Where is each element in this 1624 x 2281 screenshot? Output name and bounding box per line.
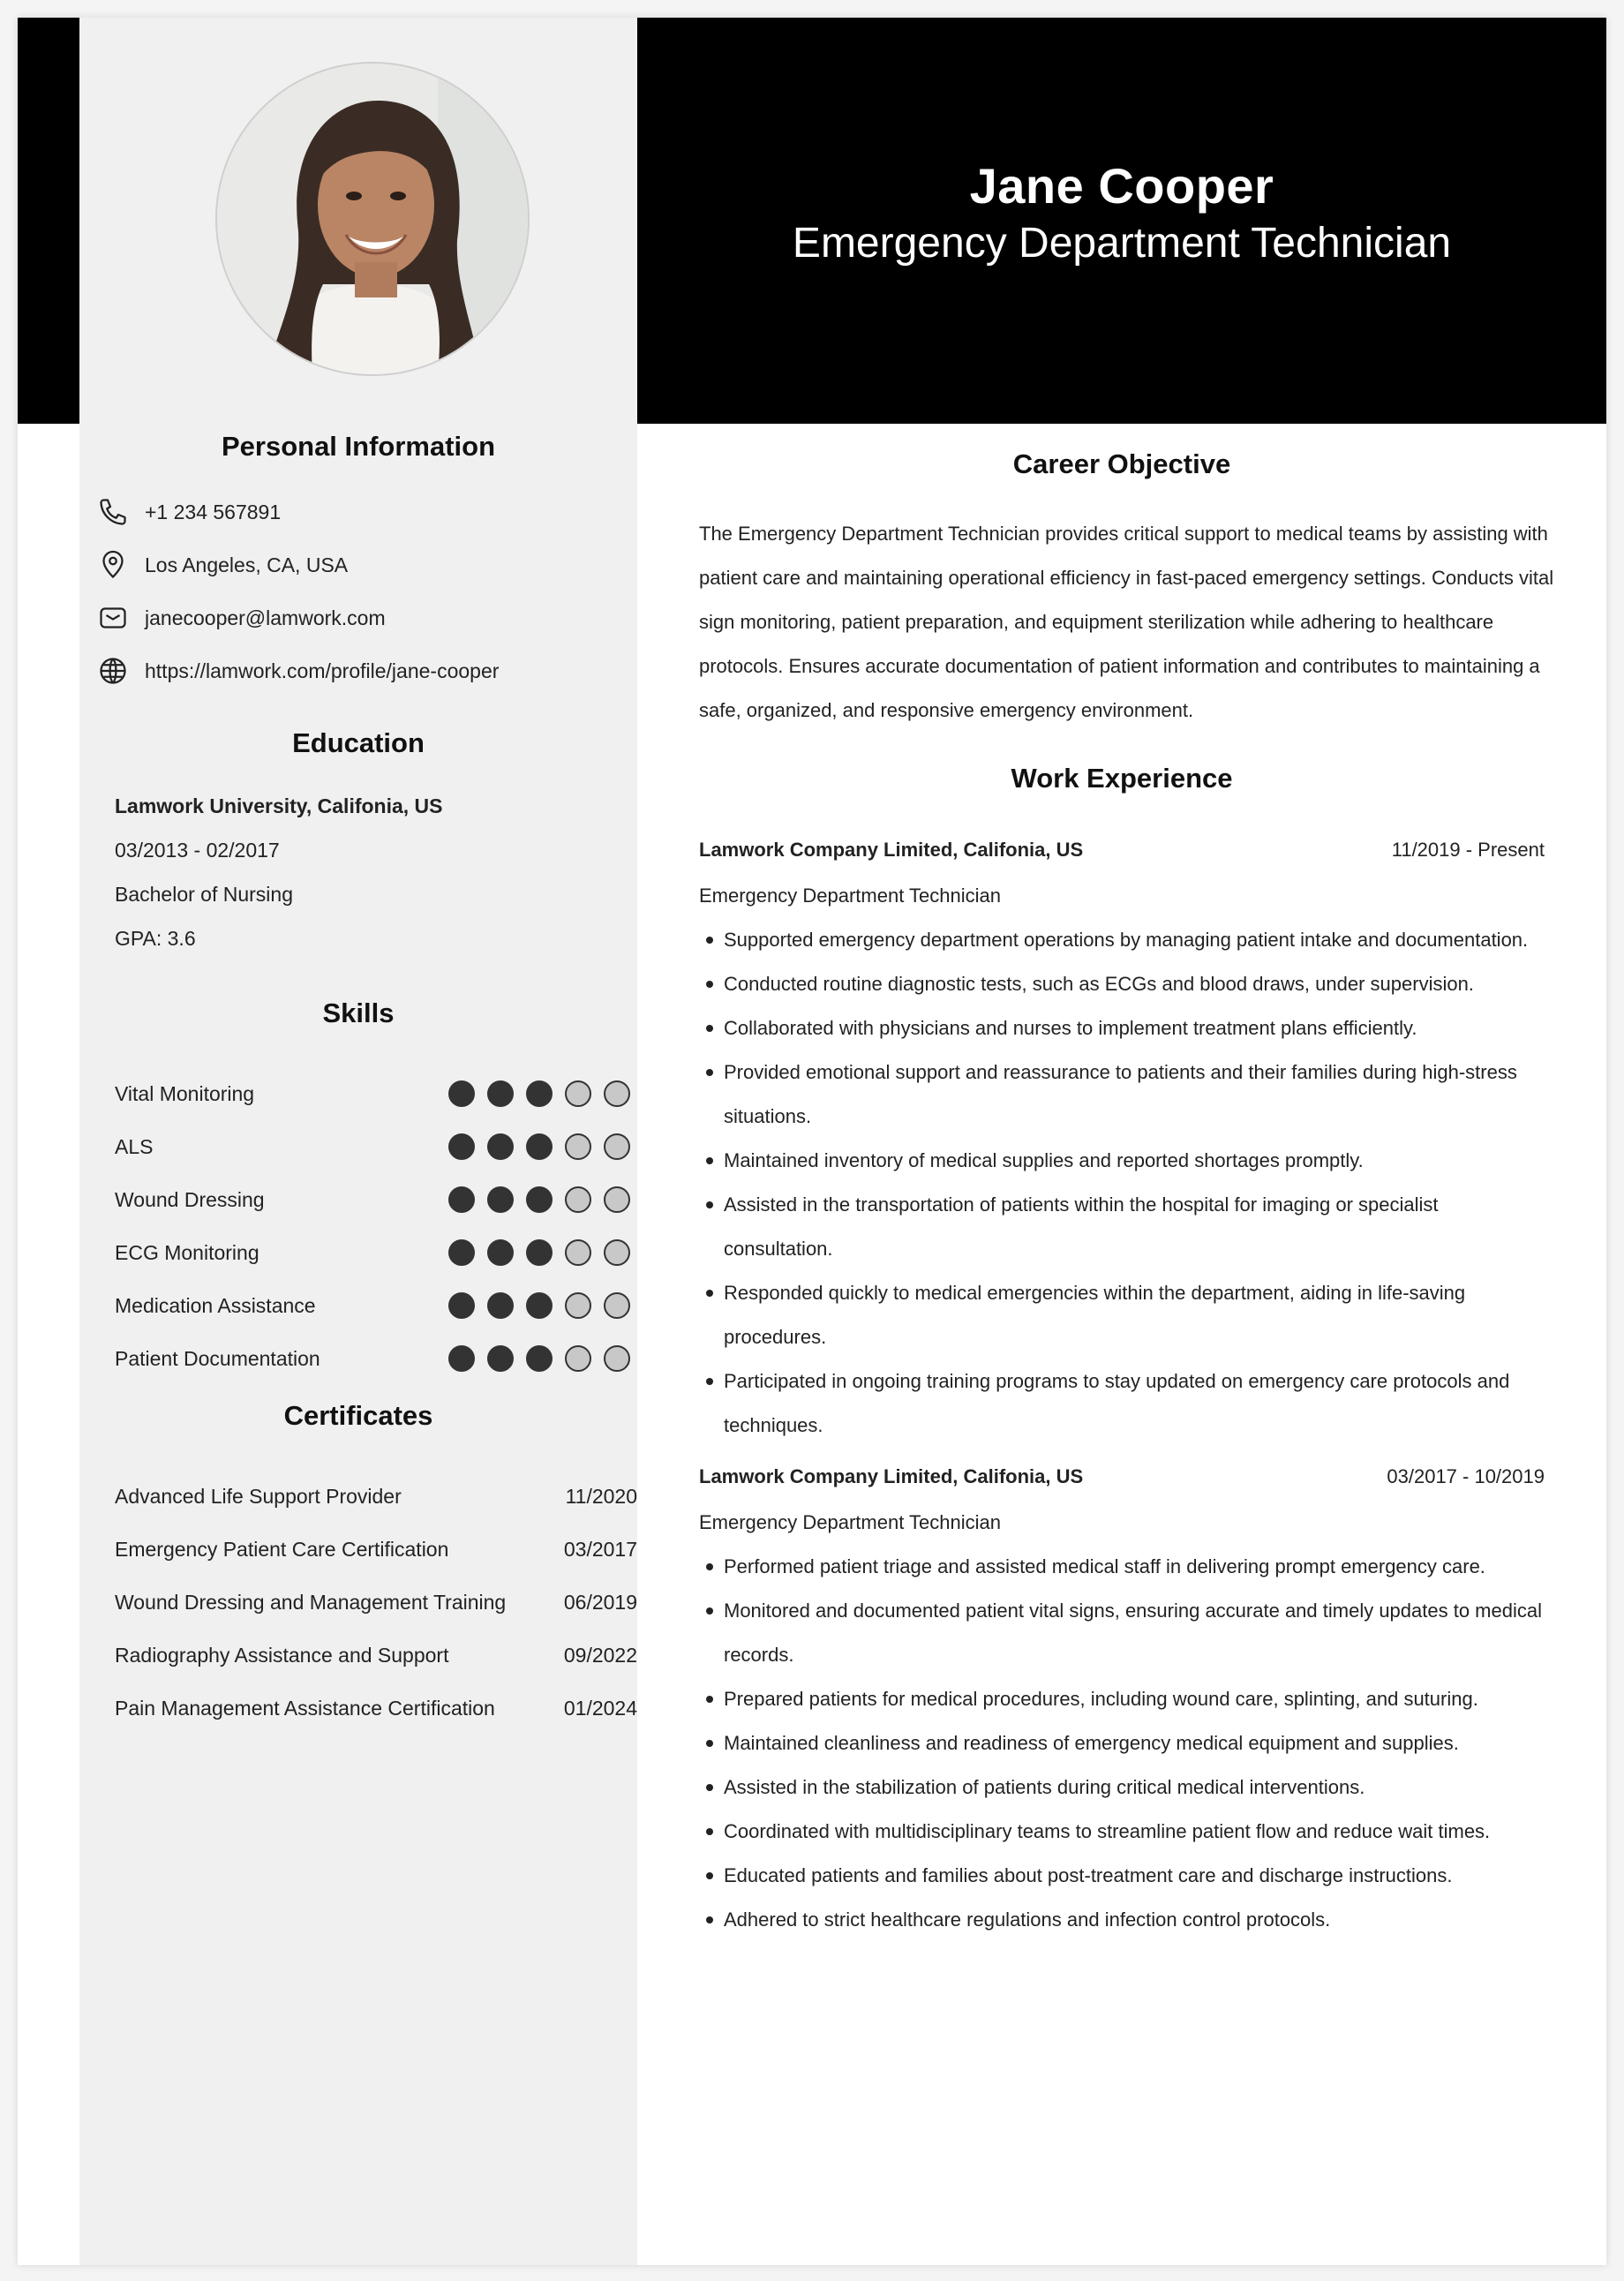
job-company: Lamwork Company Limited, Califonia, US [699,839,1084,861]
job-entry [699,1457,1545,1942]
website-link[interactable]: https://lamwork.com/profile/jane-cooper [145,659,500,682]
mail-icon [95,600,131,636]
job-bullet: Adhered to strict healthcare regulations and infection control protocols. [724,1898,1545,1942]
skill-rating [436,1186,630,1213]
education-degree: Bachelor of Nursing [115,883,293,906]
education-gpa: GPA: 3.6 [115,927,196,950]
job-bullet: Monitored and documented patient vital signs, ensuring accurate and timely updates to medical records. [724,1589,1545,1677]
certificate-name: Wound Dressing and Management Training [115,1591,507,1614]
job-dates: 11/2019 - Present [1391,839,1545,861]
job-bullet: Conducted routine diagnostic tests, such as ECGs and blood draws, under supervision. [724,962,1545,1006]
certificate-date: 11/2020 [565,1485,637,1508]
certificate-date: 01/2024 [563,1697,637,1720]
rating-dot-empty [565,1080,591,1107]
certificate-date: 09/2022 [563,1644,637,1667]
skills-heading: Skills [322,997,395,1028]
job-bullet: Supported emergency department operations by managing patient intake and documentation. [724,918,1545,962]
candidate-name: Jane Cooper [969,158,1274,214]
globe-icon [95,653,131,689]
rating-dot-filled [487,1292,514,1319]
rating-dot-empty [565,1133,591,1160]
job-entry [699,830,1545,1448]
rating-dot-empty [604,1133,630,1160]
email-link[interactable]: janecooper@lamwork.com [145,606,386,629]
job-bullet: Provided emotional support and reassurance to patients and their families during high-stress situations. [724,1050,1545,1139]
certificate-row [115,1585,637,1621]
rating-dot-filled [526,1292,553,1319]
rating-dot-filled [526,1239,553,1266]
job-company: Lamwork Company Limited, Califonia, US [699,1465,1084,1487]
job-dates: 03/2017 - 10/2019 [1387,1465,1545,1487]
education-school: Lamwork University, Califonia, US [115,794,443,817]
rating-dot-empty [604,1080,630,1107]
skill-row [115,1289,630,1324]
contact-location [95,547,348,583]
rating-dot-filled [448,1239,475,1266]
rating-dot-filled [448,1345,475,1372]
header-banner [637,18,1606,424]
job-bullet: Assisted in the transportation of patients within the hospital for imaging or specialist consultation. [724,1183,1545,1271]
job-role: Emergency Department Technician [699,885,1001,907]
header-accent-left [18,18,79,424]
job-bullet: Responded quickly to medical emergencies within the department, aiding in life-saving procedures. [724,1271,1545,1359]
location-text: Los Angeles, CA, USA [145,553,349,576]
rating-dot-empty [565,1239,591,1266]
rating-dot-filled [526,1186,553,1213]
job-bullets [699,918,1545,1448]
certificate-name: Advanced Life Support Provider [115,1485,402,1508]
certificate-row [115,1479,637,1515]
certificates-heading: Certificates [283,1400,433,1431]
skill-row [115,1183,630,1218]
candidate-title: Emergency Department Technician [792,220,1452,267]
rating-dot-filled [487,1186,514,1213]
rating-dot-filled [526,1345,553,1372]
skill-name: Wound Dressing [115,1188,265,1211]
skill-row [115,1236,630,1271]
skill-name: Patient Documentation [115,1347,320,1370]
sidebar [79,18,637,2265]
location-pin-icon [95,547,131,583]
skill-name: Vital Monitoring [115,1082,255,1105]
rating-dot-empty [565,1292,591,1319]
education-heading: Education [292,727,425,758]
education-dates: 03/2013 - 02/2017 [115,839,280,862]
certificate-name: Pain Management Assistance Certification [115,1697,495,1720]
certificate-row [115,1691,637,1727]
job-bullet: Assisted in the stabilization of patients during critical medical interventions. [724,1765,1545,1810]
career-objective-text: The Emergency Department Technician provides critical support to medical teams by assisting with patient care and maintaining operational efficiency in fast-paced emergency settings. Conducts vital sign monitoring, patient preparation, and equipment sterilization while adhering to healthcare protocols. Ensures accurate documentation of patient information and contributes to maintaining a safe, organized, and responsive emergency environment. [699,523,1554,721]
skill-row [115,1077,630,1112]
rating-dot-filled [487,1133,514,1160]
skill-rating [436,1345,630,1372]
skill-row [115,1342,630,1377]
rating-dot-filled [487,1239,514,1266]
job-bullet: Maintained inventory of medical supplies and reported shortages promptly. [724,1139,1545,1183]
certificate-row [115,1638,637,1674]
job-bullet: Participated in ongoing training programs to stay updated on emergency care protocols and techniques. [724,1359,1545,1448]
skill-rating [436,1133,630,1160]
skill-name: ECG Monitoring [115,1241,259,1264]
rating-dot-empty [604,1345,630,1372]
rating-dot-filled [448,1186,475,1213]
job-bullet: Performed patient triage and assisted medical staff in delivering prompt emergency care. [724,1545,1545,1589]
job-bullet: Maintained cleanliness and readiness of emergency medical equipment and supplies. [724,1721,1545,1765]
rating-dot-empty [604,1239,630,1266]
skill-row [115,1130,630,1165]
skill-rating [436,1239,630,1266]
job-role: Emergency Department Technician [699,1511,1001,1533]
contact-email [95,600,386,636]
certificate-name: Radiography Assistance and Support [115,1644,449,1667]
certificate-date: 03/2017 [563,1538,637,1561]
job-bullets [699,1545,1545,1942]
certificate-row [115,1532,637,1568]
career-objective-heading: Career Objective [1012,448,1231,479]
skill-name: Medication Assistance [115,1294,316,1317]
skill-rating [436,1080,630,1107]
rating-dot-empty [565,1186,591,1213]
job-bullet: Coordinated with multidisciplinary teams to streamline patient flow and reduce wait times. [724,1810,1545,1854]
skill-name: ALS [115,1135,154,1158]
phone-icon [95,494,131,530]
certificate-date: 06/2019 [563,1591,637,1614]
avatar-portrait-icon [217,64,528,374]
resume-page [18,18,1606,2265]
rating-dot-filled [487,1080,514,1107]
rating-dot-filled [448,1133,475,1160]
rating-dot-empty [604,1186,630,1213]
certificate-name: Emergency Patient Care Certification [115,1538,449,1561]
rating-dot-empty [604,1292,630,1319]
contact-phone [95,494,281,530]
avatar [215,62,530,376]
personal-info-heading: Personal Information [221,431,496,462]
rating-dot-filled [487,1345,514,1372]
rating-dot-empty [565,1345,591,1372]
rating-dot-filled [448,1292,475,1319]
skill-rating [436,1292,630,1319]
job-bullet: Educated patients and families about post-treatment care and discharge instructions. [724,1854,1545,1898]
contact-website [95,653,499,689]
work-experience-heading: Work Experience [1011,763,1233,794]
phone-number: +1 234 567891 [145,500,282,523]
rating-dot-filled [526,1080,553,1107]
job-bullet: Prepared patients for medical procedures, including wound care, splinting, and suturing. [724,1677,1545,1721]
rating-dot-filled [526,1133,553,1160]
rating-dot-filled [448,1080,475,1107]
job-bullet: Collaborated with physicians and nurses to implement treatment plans efficiently. [724,1006,1545,1050]
